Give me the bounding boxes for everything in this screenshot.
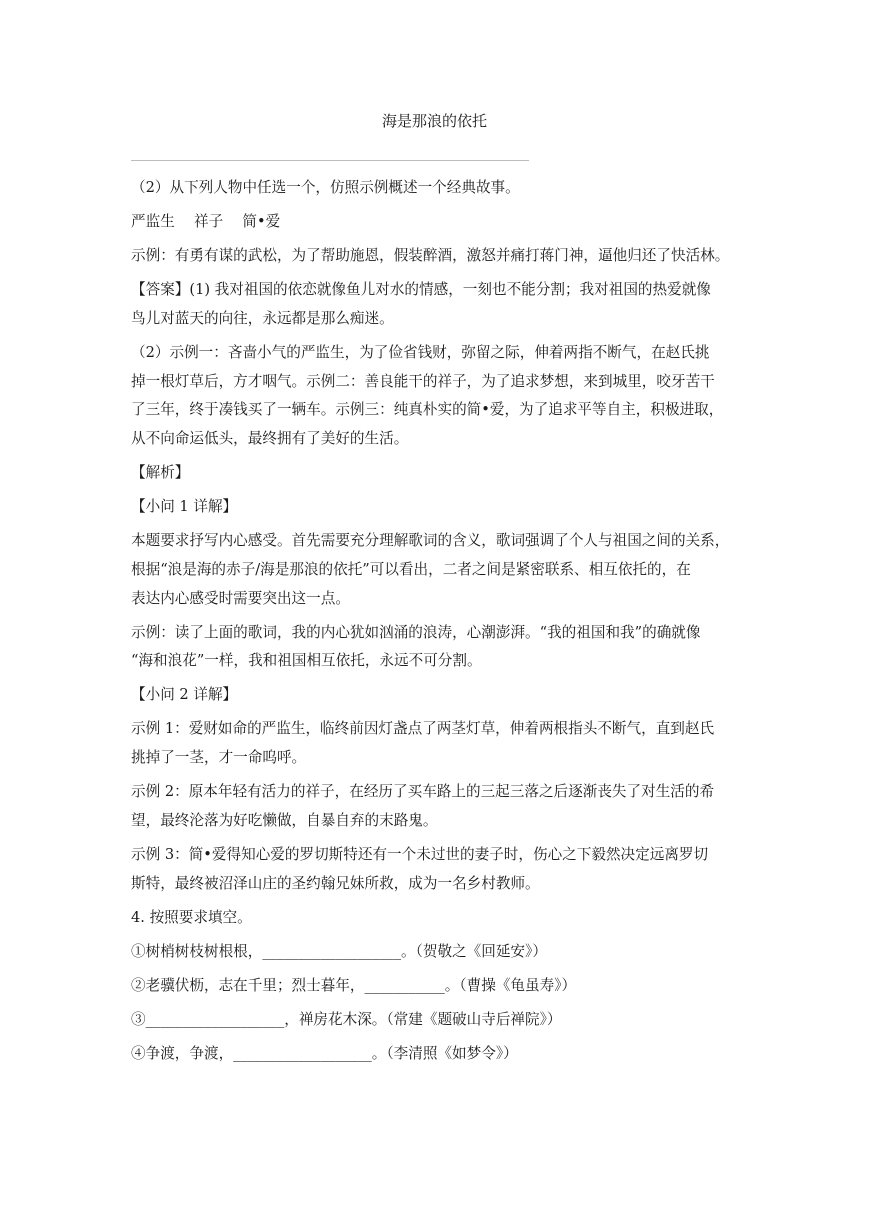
fill-blank-2 xyxy=(131,972,746,1001)
text-line: 望，最终沦落为好吃懒做，自暴自弃的末路鬼。 xyxy=(131,812,438,829)
text-line: ④争渡，争渡，___________________。（李清照《如梦令》） xyxy=(131,1044,518,1062)
subquestion-1-example xyxy=(131,619,746,677)
text-line: 本题要求抒写内心感受。首先需要充分理解歌词的含义，歌词强调了个人与祖国之间的关系， xyxy=(131,532,730,550)
text-line: 示例 1：爱财如命的严监生，临终前因灯盏点了两茎灯草，伸着两根指头不断气，直到赵氏 xyxy=(131,720,715,738)
subquestion-1-heading xyxy=(131,493,746,522)
character-options xyxy=(131,208,746,237)
question-part-2 xyxy=(131,174,746,203)
text-line: 【小问 1 详解】 xyxy=(131,498,238,516)
text-line: 示例 3：简•爱得知心爱的罗切斯特还有一个未过世的妻子时，伤心之下毅然决定远离罗切 xyxy=(131,845,709,863)
example-1 xyxy=(131,715,746,773)
fill-blank-4 xyxy=(131,1040,746,1069)
text-line: 掉一根灯草后，方才咽气。示例二：善良能干的祥子，为了追求梦想，来到城里，咬牙苦干 xyxy=(131,372,715,390)
answer-part-2 xyxy=(131,339,746,454)
header-divider xyxy=(131,160,529,161)
text-line: 示例 2：原本年轻有活力的祥子，在经历了买车路上的三起三落之后逐渐丧失了对生活的希 xyxy=(131,783,715,801)
example-2 xyxy=(131,778,746,836)
answer-paragraph xyxy=(131,276,746,334)
text-line: （2）示例一：吝啬小气的严监生，为了俭省钱财，弥留之际，伸着两指不断气，在赵氏挑 xyxy=(131,343,710,361)
text-line: 表达内心感受时需要突出这一点。 xyxy=(131,589,350,607)
page-header-title: 海是那浪的依托 xyxy=(381,112,487,130)
text-line: 斯特，最终被沼泽山庄的圣约翰兄妹所救，成为一名乡村教师。 xyxy=(131,874,540,892)
text-line: 了三年，终于凑钱买了一辆车。示例三：纯真朴实的简•爱，为了追求平等自主，积极进取， xyxy=(131,401,724,419)
text-line: 【答案】(1) 我对祖国的依恋就像鱼儿对水的情感，一刻也不能分割；我对祖国的热爱就像 xyxy=(131,280,711,298)
document-body xyxy=(131,174,746,1069)
text-line: ①树梢树枝树根根，___________________。（贺敬之《回延安》） xyxy=(131,942,547,960)
fill-blank-1 xyxy=(131,938,746,967)
text-line: 根据“浪是海的赤子/海是那浪的依托”可以看出，二者之间是紧密联系、相互依托的，在 xyxy=(131,560,691,578)
example-paragraph xyxy=(131,242,746,271)
text-line: 从不向命运低头，最终拥有了美好的生活。 xyxy=(131,430,409,448)
text-line: 挑掉了一茎，才一命呜呼。 xyxy=(131,749,307,767)
subquestion-1-explanation xyxy=(131,527,746,613)
analysis-heading xyxy=(131,459,746,488)
text-line: “海和浪花”一样，我和祖国相互依托，永远不可分割。 xyxy=(131,652,482,670)
text-line: ③___________________，禅房花木深。（常建《题破山寺后禅院》） xyxy=(131,1010,562,1028)
subquestion-2-heading xyxy=(131,681,746,710)
text-line: 【解析】 xyxy=(131,464,190,482)
text-line: 【小问 2 详解】 xyxy=(131,686,238,704)
text-line: 示例：有勇有谋的武松，为了帮助施恩，假装醉酒，激怒并痛打蒋门神，逼他归还了快活林。 xyxy=(131,246,730,264)
text-line: 示例：读了上面的歌词，我的内心犹如汹涌的浪涛，心潮澎湃。“我的祖国和我”的确就像 xyxy=(131,623,701,641)
text-line: ②老骥伏枥，志在千里；烈士暮年，___________。（曹操《龟虽寿》） xyxy=(131,976,577,994)
example-3 xyxy=(131,841,746,899)
text-line: 4. 按照要求填空。 xyxy=(131,908,252,926)
text-line: 鸟儿对蓝天的向往，永远都是那么痴迷。 xyxy=(131,309,394,327)
question-4-heading xyxy=(131,904,746,933)
text-line: （2）从下列人物中任选一个，仿照示例概述一个经典故事。 xyxy=(131,179,520,196)
text-line: 严监生 祥子 简•爱 xyxy=(131,212,281,230)
fill-blank-3 xyxy=(131,1006,746,1035)
